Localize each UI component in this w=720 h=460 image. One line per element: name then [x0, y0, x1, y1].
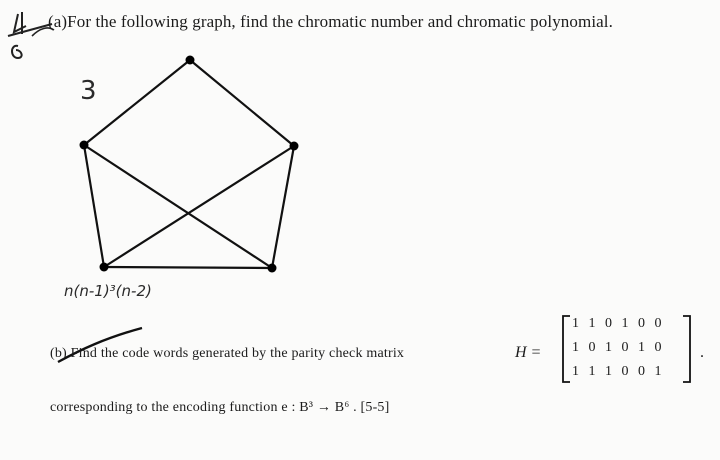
question-b-text: Find the code words generated by the parity check matrix — [70, 346, 405, 361]
handwritten-polynomial: n(n-1)³(n-2) — [64, 282, 152, 300]
question-a-text: For the following graph, find the chromatic number and chromatic polynomial. — [67, 12, 613, 31]
matrix-end: . — [700, 344, 704, 361]
question-b-label: (b) — [50, 346, 67, 361]
matrix-label: H = — [515, 344, 542, 361]
question-b-line2: corresponding to the encoding function e : B³ → B⁶ . [5-5] — [50, 400, 390, 415]
left-bracket — [563, 316, 570, 382]
right-bracket — [683, 316, 690, 382]
matrix-row-3: 1 1 1 0 0 1 — [572, 364, 665, 379]
matrix-row-1: 1 1 0 1 0 0 — [572, 316, 665, 331]
handwritten-chromatic-number: 3 — [80, 76, 97, 106]
matrix-row-2: 1 0 1 0 1 0 — [572, 340, 665, 355]
question-a-label: (a) — [48, 12, 68, 31]
